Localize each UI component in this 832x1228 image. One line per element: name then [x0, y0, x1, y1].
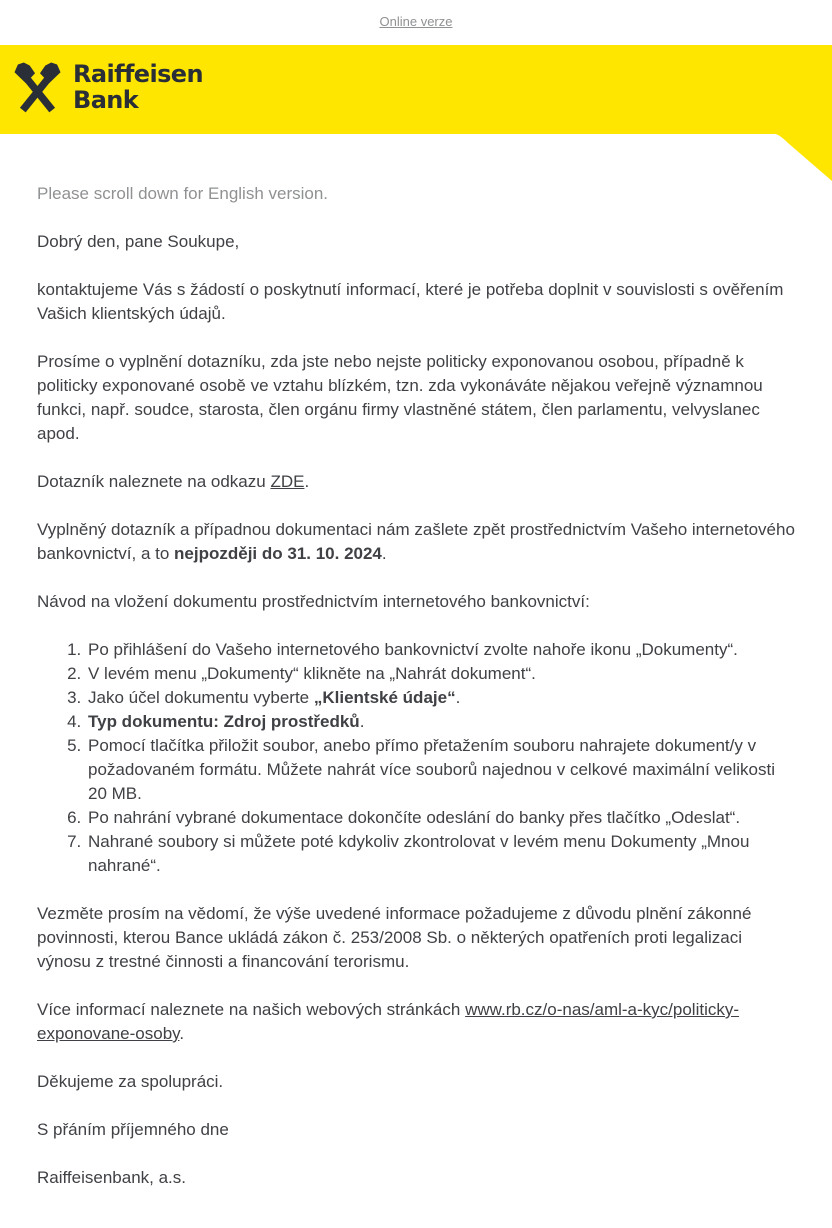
topbar	[0, 0, 832, 45]
paragraph-contact-reason: kontaktujeme Vás s žádostí o poskytnutí informací, které je potřeba doplnit v souvislosti s ověřením Vašich klientských údajů.	[37, 280, 784, 323]
step-item-2: 2. V levém menu „Dokumenty“ klikněte na „Nahrát dokument“.	[86, 662, 795, 686]
signature-line: Raiffeisenbank, a.s.	[37, 1168, 186, 1187]
raiffeisen-logo	[13, 59, 203, 115]
online-version-link[interactable]: Online verze	[379, 14, 453, 29]
email-body	[0, 134, 832, 1228]
more-info-prefix: Více informací naleznete na našich webových stránkách	[37, 1000, 466, 1019]
step-item-5: 5. Pomocí tlačítka přiložit soubor, anebo přímo přetažením souboru nahrajete dokument/y v požadovaném formátu. Můžete nahrát více souborů najednou v celkové maximální velikosti 20 MB.	[86, 734, 795, 806]
instructions-title: Návod na vložení dokumentu prostřednictvím internetového bankovnictví:	[37, 592, 590, 611]
questionnaire-zde-link[interactable]: ZDE	[270, 472, 305, 491]
rb-website-link[interactable]: www.rb.cz/o-nas/aml-a-kyc/politicky-exponovane-osoby	[37, 1000, 740, 1043]
upload-steps-list	[37, 638, 795, 878]
paragraph-questionnaire-link	[37, 470, 795, 494]
closing-line: S přáním příjemného dne	[37, 1120, 229, 1139]
step-item-6: 6. Po nahrání vybrané dokumentace dokončíte odeslání do banky přes tlačítko „Odeslat“.	[86, 806, 795, 830]
logo-line1: Raiffeisen	[73, 60, 203, 88]
brand-header	[0, 45, 832, 134]
more-info-suffix: .	[179, 1024, 185, 1043]
english-version-note: Please scroll down for English version.	[37, 184, 329, 203]
header-corner-flourish	[776, 134, 832, 181]
questionnaire-link-suffix: .	[304, 472, 310, 491]
paragraph-legal-notice: Vezměte prosím na vědomí, že výše uvedené informace požadujeme z důvodu plnění zákonné povinnosti, kterou Bance ukládá zákon č. 253/2008 Sb. o některých opatřeních proti legalizaci výnosu z trestné činnosti a financování terorismu.	[37, 904, 752, 971]
step-item-3: 3. Jako účel dokumentu vyberte „Klientské údaje“.	[86, 686, 795, 710]
paragraph-more-info	[37, 998, 795, 1046]
raiffeisen-gable-cross-icon	[13, 59, 62, 115]
step-item-4: 4. Typ dokumentu: Zdroj prostředků.	[86, 710, 795, 734]
greeting: Dobrý den, pane Soukupe,	[37, 232, 240, 251]
thanks-line: Děkujeme za spolupráci.	[37, 1072, 224, 1091]
step-item-1: 1. Po přihlášení do Vašeho internetového bankovnictví zvolte nahoře ikonu „Dokumenty“.	[86, 638, 795, 662]
deadline-prefix: Vyplněný dotazník a případnou dokumentaci nám zašlete zpět prostřednictvím Vašeho internetového bankovnictví, a to	[37, 520, 795, 563]
step-item-7: 7. Nahrané soubory si můžete poté kdykoliv zkontrolovat v levém menu Dokumenty „Mnou nahrané“.	[86, 830, 795, 878]
deadline-suffix: .	[381, 544, 387, 563]
paragraph-questionnaire-request: Prosíme o vyplnění dotazníku, zda jste nebo nejste politicky exponovanou osobou, případně k politicky exponované osobě ve vztahu blízkém, tzn. zda vykonáváte nějakou veřejně významnou funkci, např. soudce, starosta, člen orgánu firmy vlastněné státem, člen parlamentu, velvyslanec apod.	[37, 352, 763, 443]
questionnaire-link-prefix: Dotazník naleznete na odkazu	[37, 472, 271, 491]
paragraph-deadline	[37, 518, 795, 566]
deadline-date-bold: nejpozději do 31. 10. 2024	[174, 544, 382, 563]
logo-wordmark	[73, 61, 203, 113]
logo-line2: Bank	[73, 86, 139, 114]
